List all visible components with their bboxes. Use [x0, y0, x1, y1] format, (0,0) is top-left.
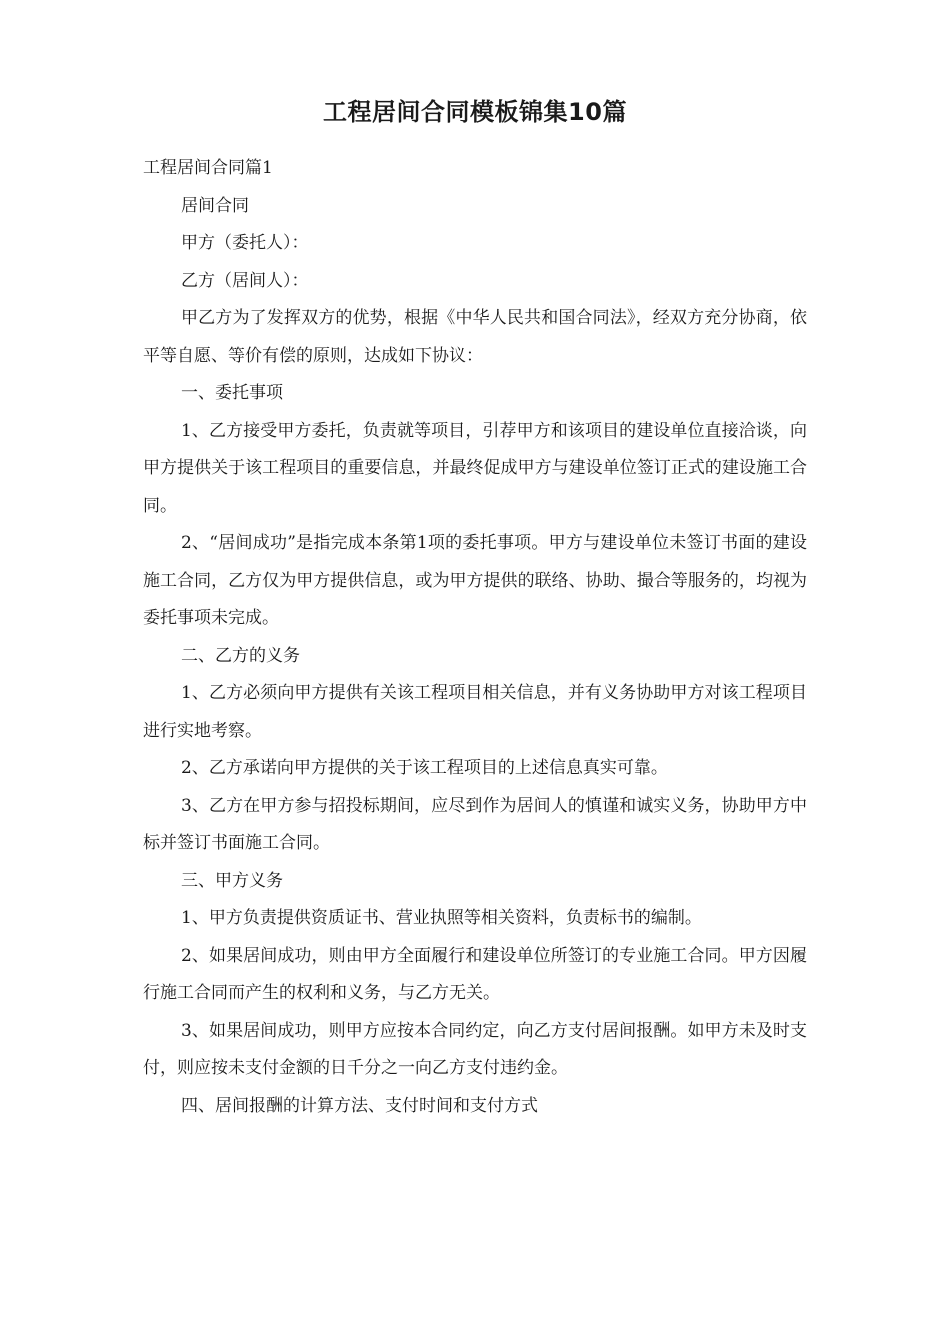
clause-heading: 四、居间报酬的计算方法、支付时间和支付方式 — [181, 1095, 538, 1116]
clause-paragraph: 2、“居间成功”是指完成本条第1项的委托事项。甲方与建设单位未签订书面的建设施工合同，乙方仅为甲方提供信息，或为甲方提供的联络、协助、撮合等服务的，均视为委托事项未完成。 — [143, 533, 807, 628]
clause-paragraph: 3、如果居间成功，则甲方应按本合同约定，向乙方支付居间报酬。如甲方未及时支付，则应按未支付金额的日千分之一向乙方支付违约金。 — [143, 1020, 807, 1078]
clause-paragraph: 3、乙方在甲方参与招投标期间，应尽到作为居间人的慎谨和诚实义务，协助甲方中标并签订书面施工合同。 — [143, 795, 807, 853]
clause-heading: 一、委托事项 — [181, 383, 283, 403]
clause-paragraph: 2、如果居间成功，则由甲方全面履行和建设单位所签订的专业施工合同。甲方因履行施工合同而产生的权利和义务，与乙方无关。 — [143, 945, 807, 1003]
clause-paragraph: 1、乙方必须向甲方提供有关该工程项目相关信息，并有义务协助甲方对该工程项目进行实地考察。 — [143, 683, 807, 741]
party-a-line: 甲方（委托人）： — [181, 233, 309, 253]
document-body — [143, 150, 807, 1125]
clause-paragraph: 1、乙方接受甲方委托，负责就等项目，引荐甲方和该项目的建设单位直接洽谈，向甲方提供关于该工程项目的重要信息，并最终促成甲方与建设单位签订正式的建设施工合同。 — [143, 420, 807, 516]
document-title: 工程居间合同模板锦集10篇 — [323, 98, 627, 126]
clause-paragraph: 1、甲方负责提供资质证书、营业执照等相关资料，负责标书的编制。 — [181, 908, 702, 928]
preamble-paragraph: 甲乙方为了发挥双方的优势，根据《中华人民共和国合同法》，经双方充分协商，依平等自愿、等价有偿的原则，达成如下协议： — [143, 308, 807, 366]
clause-heading: 三、甲方义务 — [181, 870, 283, 891]
clause-paragraph: 2、乙方承诺向甲方提供的关于该工程项目的上述信息真实可靠。 — [181, 758, 668, 778]
party-b-line: 乙方（居间人）： — [181, 270, 309, 291]
contract-title: 居间合同 — [181, 195, 249, 216]
section-heading: 工程居间合同篇1 — [143, 158, 273, 178]
clause-heading: 二、乙方的义务 — [181, 645, 300, 666]
